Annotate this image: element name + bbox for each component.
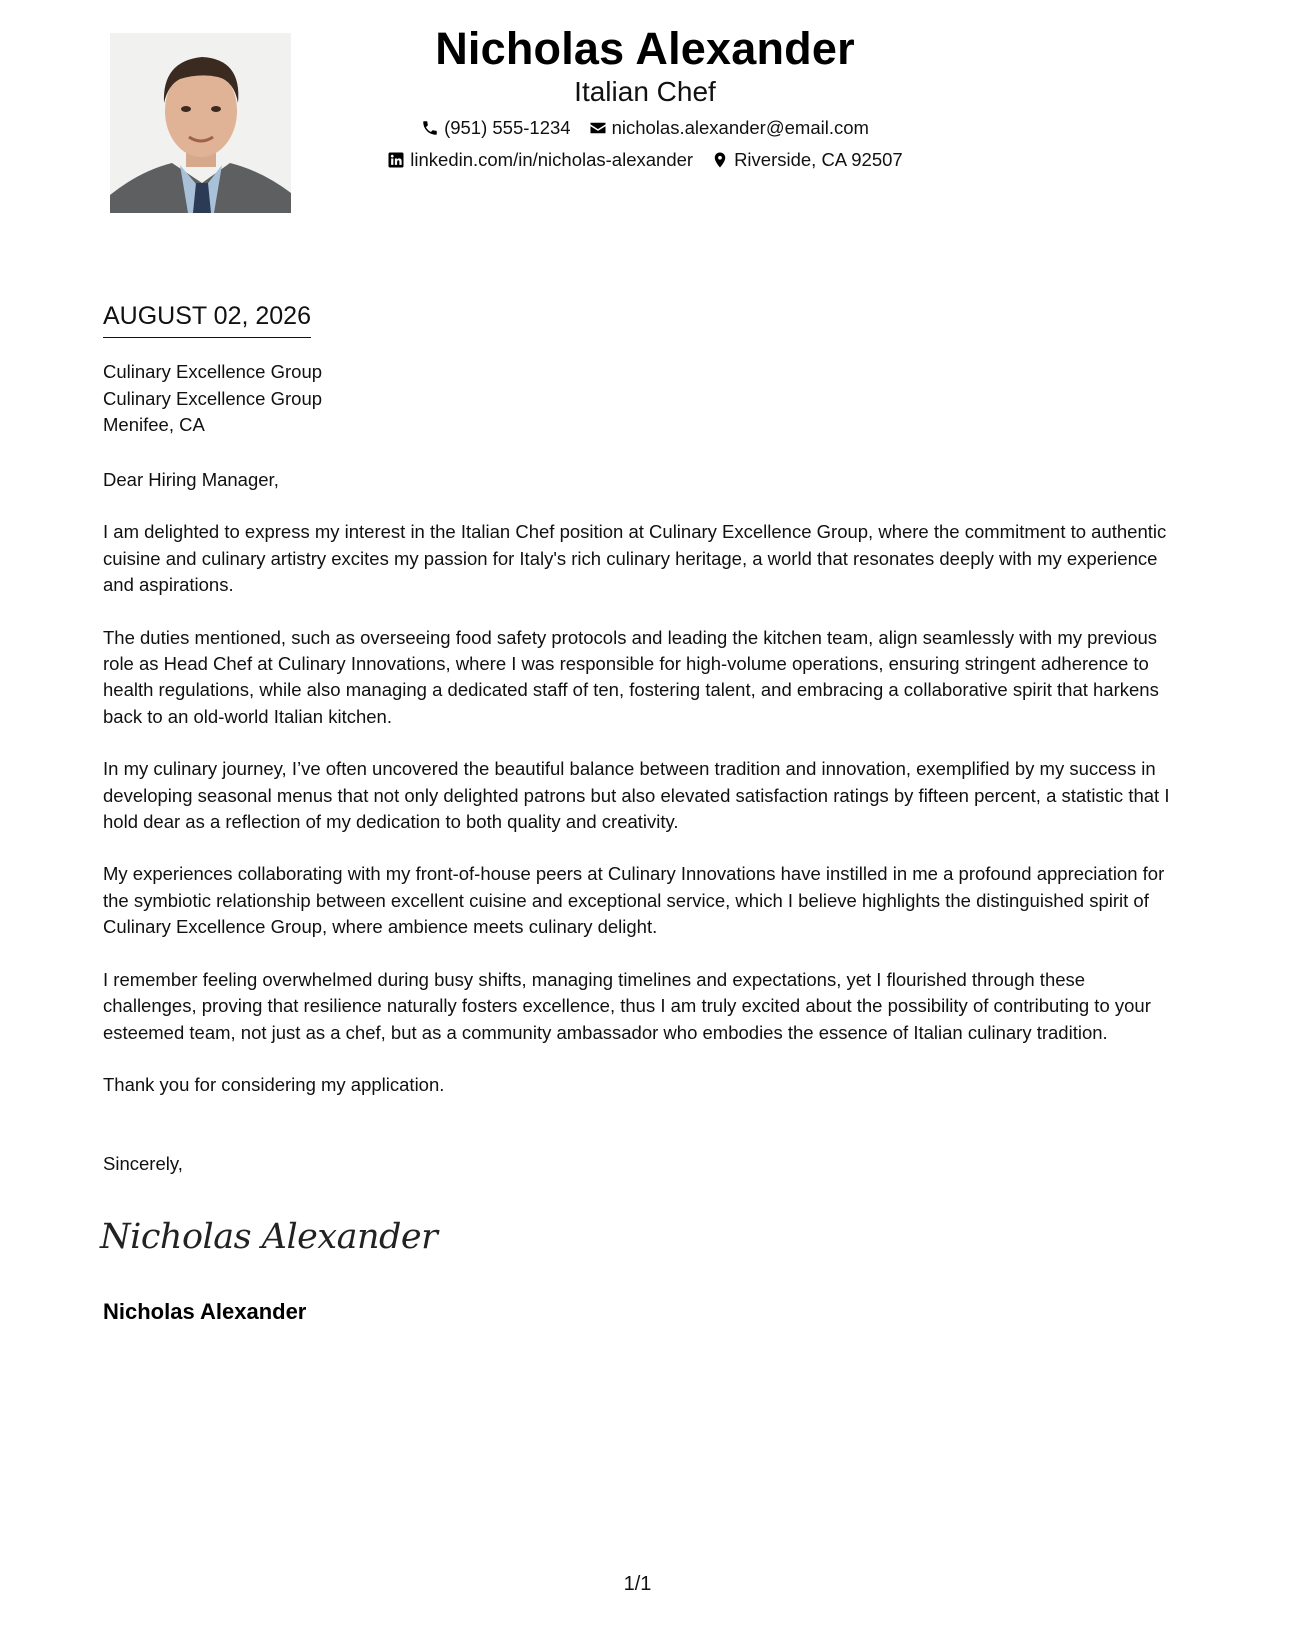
contact-phone[interactable] (421, 117, 571, 139)
letter-date: AUGUST 02, 2026 (103, 301, 311, 338)
body-paragraph: I am delighted to express my interest in the Italian Chef position at Culinary Excellence Group, where the commitment to authentic cuisine and culinary artistry excites my passion for Italy's rich culinary heritage, a world that resonates deeply with my experience and aspirations. (103, 521, 1167, 596)
page-number: 1/1 (623, 1573, 652, 1595)
letter-header (0, 22, 1290, 171)
contact-row-secondary (0, 149, 1290, 171)
recipient-line: Menifee, CA (103, 414, 205, 435)
linkedin-text: linkedin.com/in/nicholas-alexander (410, 149, 694, 170)
map-pin-icon (711, 151, 729, 169)
applicant-name: Nicholas Alexander (435, 23, 855, 74)
email-text: nicholas.alexander@email.com (611, 117, 869, 138)
thank-you-line: Thank you for considering my application. (103, 1073, 445, 1095)
contact-email[interactable] (589, 117, 869, 139)
recipient-line: Culinary Excellence Group (103, 361, 323, 382)
contact-linkedin[interactable] (387, 149, 693, 171)
contact-location (711, 149, 903, 171)
phone-icon (421, 119, 439, 137)
job-title: Italian Chef (574, 76, 716, 107)
letter-body (103, 467, 1183, 1124)
linkedin-icon (387, 151, 405, 169)
phone-text: (951) 555-1234 (444, 117, 571, 138)
location-text: Riverside, CA 92507 (734, 149, 903, 170)
envelope-icon (589, 119, 607, 137)
valediction: Sincerely, (103, 1153, 183, 1174)
body-paragraph: The duties mentioned, such as overseeing food safety protocols and leading the kitchen team, align seamlessly with my previous role as Head Chef at Culinary Innovations, where I was responsible for high-volume operations, ensuring stringent adherence to health regulations, while also managing a dedicated staff of ten, fostering talent, and embracing a collaborative spirit that harkens back to an old-world Italian kitchen. (103, 626, 1159, 727)
signed-name: Nicholas Alexander (103, 1299, 307, 1324)
recipient-line: Culinary Excellence Group (103, 387, 323, 409)
recipient-block (103, 359, 322, 439)
body-paragraph: In my culinary journey, I’ve often uncovered the beautiful balance between tradition and innovation, exemplified by my success in developing seasonal menus that not only delighted patrons but also elevated satisfaction ratings by fifteen percent, a statistic that I hold dear as a reflection of my dedication to both quality and creativity. (103, 758, 1170, 833)
contact-row-primary (0, 117, 1290, 139)
body-paragraph: I remember feeling overwhelmed during busy shifts, managing timelines and expectations, yet I flourished through these challenges, proving that resilience naturally fosters excellence, thus I am truly excited about the possibility of contributing to your esteemed team, not just as a chef, but as a community ambassador who embodies the essence of Italian culinary tradition. (103, 968, 1151, 1043)
salutation: Dear Hiring Manager, (103, 469, 279, 490)
body-paragraph: My experiences collaborating with my front-of-house peers at Culinary Innovations have instilled in me a profound appreciation for the symbiotic relationship between excellent cuisine and exceptional service, which I believe highlights the distinguished spirit of Culinary Excellence Group, where ambience meets culinary delight. (103, 863, 1165, 938)
handwritten-signature: Nicholas Alexander (100, 1217, 438, 1257)
